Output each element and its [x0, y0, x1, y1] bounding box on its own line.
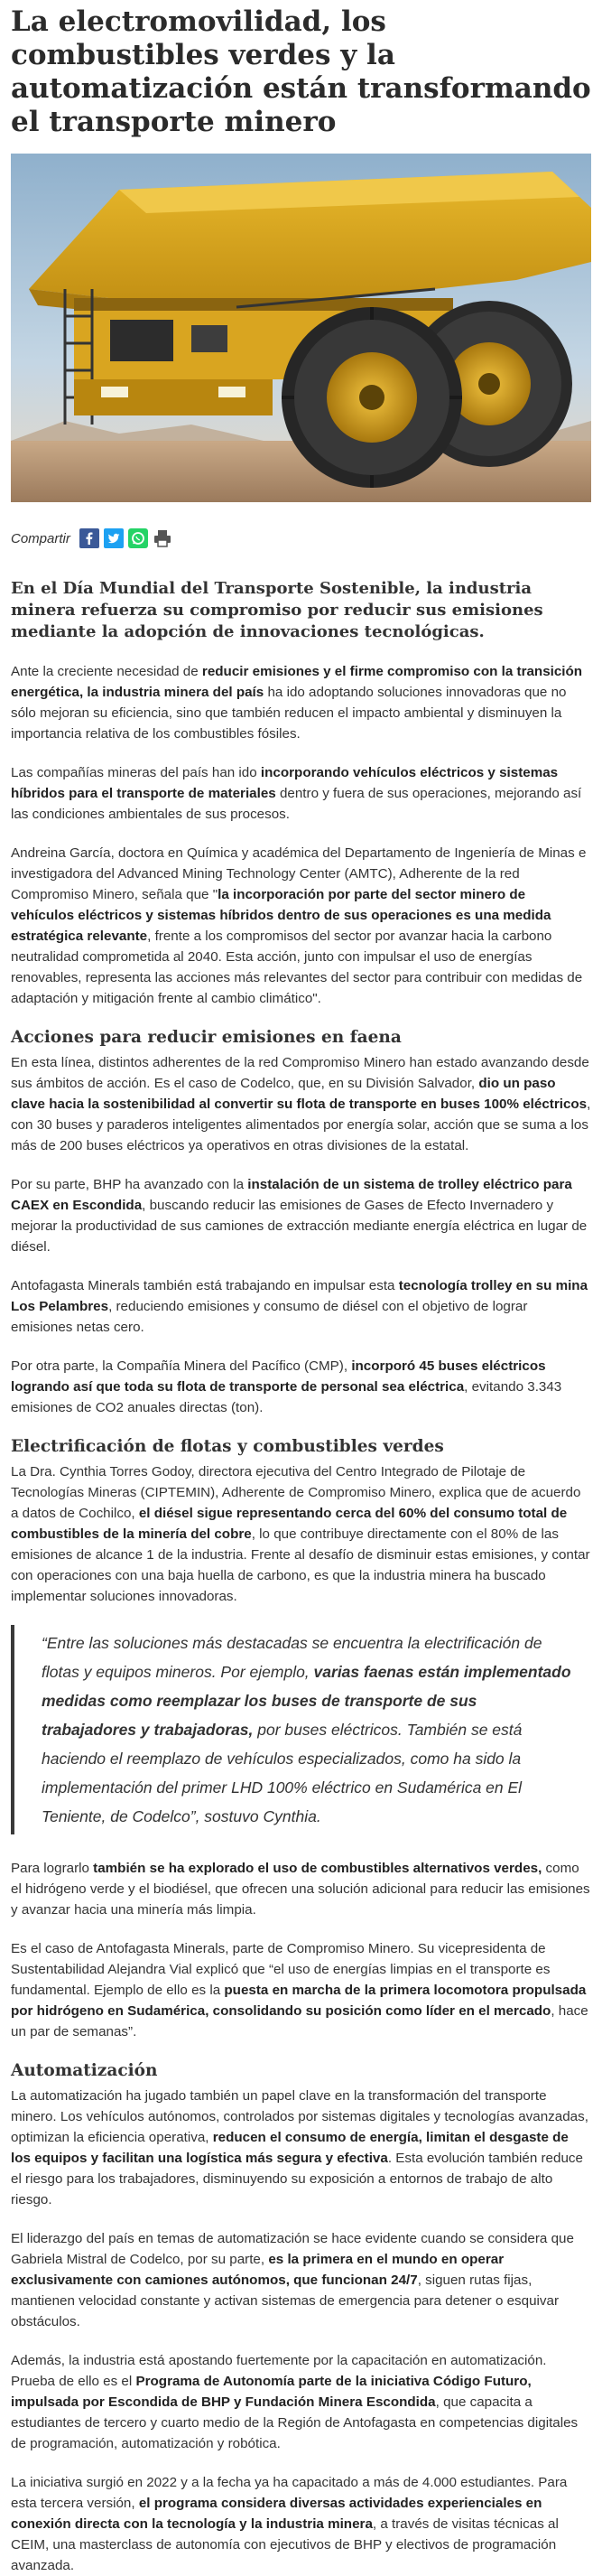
bold-text: incorporó 45 buses eléctricos logrando así que toda su flota de transporte de personal sea eléctrica: [11, 1358, 546, 1395]
paragraph-7: [11, 1356, 591, 1418]
bold-text: reducir emisiones y el firme compromiso con la transición energética, la industria minera del país: [11, 664, 583, 700]
bold-text: instalación de un sistema de trolley eléctrico para CAEX en Escondida: [11, 1177, 572, 1213]
share-label: Compartir: [11, 530, 70, 546]
text-run: Las compañías mineras del país han ido: [11, 765, 261, 780]
article-lead: En el Día Mundial del Transporte Sostenible, la industria minera refuerza su compromiso por reducir sus emisiones mediante la adopción de innovaciones tecnológicas.: [11, 579, 543, 641]
text-run: El liderazgo del país en temas de automatización se hace evidente cuando se considera que Gabriela Mistral de Codelco, por su parte,: [11, 2231, 574, 2267]
mining-truck-illustration: [11, 154, 591, 502]
text-run: Por otra parte, la Compañía Minera del Pacífico (CMP),: [11, 1358, 352, 1374]
bold-text: es la primera en el mundo en operar exclusivamente con camiones autónomos, que funcionan 24/7: [11, 2252, 505, 2288]
text-run: Antofagasta Minerals también está trabajando en impulsar esta: [11, 1278, 399, 1293]
paragraph-9: [11, 1858, 591, 1920]
bold-text: reducen el consumo de energía, limitan el desgaste de los equipos y facilitan una logística más segura y efectiva: [11, 2130, 569, 2166]
text-run: La automatización ha jugado también un papel clave en la transformación del transporte minero. Los vehículos autónomos, controlados por sistemas digitales y tecnologías avanzadas, optimizan la eficiencia operativa,: [11, 2088, 588, 2145]
paragraph-6: [11, 1275, 591, 1338]
bold-text: puesta en marcha de la primera locomotora propulsada por hidrógeno en Sudamérica, consolidando su posición como líder en el mercado: [11, 1983, 587, 2019]
paragraph-4: [11, 1052, 591, 1156]
text-run: , evitando 3.343 emisiones de CO2 anuales directas (ton).: [11, 1379, 562, 1415]
share-bar: [11, 527, 591, 549]
section-heading-acciones: Acciones para reducir emisiones en faena: [11, 1028, 402, 1047]
bold-text: la incorporación por parte del sector minero de vehículos eléctricos y sistemas híbridos dentro de sus operaciones es una medida estratégica relevante: [11, 887, 551, 944]
text-run: , buscando reducir las emisiones de Gases de Efecto Invernadero y mejorar la productividad de sus camiones de extracción mediante energía eléctrica en lugar de diésel.: [11, 1198, 588, 1255]
text-run: Para lograrlo: [11, 1861, 94, 1876]
bold-text: Programa de Autonomía parte de la iniciativa Código Futuro, impulsada por Escondida de BHP y Fundación Minera Escondida: [11, 2374, 532, 2410]
paragraph-5: [11, 1174, 591, 1257]
bold-text: también se ha explorado el uso de combustibles alternativos verdes,: [93, 1861, 542, 1876]
paragraph-3: [11, 843, 591, 1009]
text-run: En esta línea, distintos adherentes de la red Compromiso Minero han estado avanzando desde sus ámbitos de acción. Es el caso de Codelco, que, en su División Salvador,: [11, 1055, 589, 1091]
paragraph-10: [11, 1938, 591, 2042]
text-run: , que capacita a estudiantes de tercero y cuarto medio de la Región de Antofagasta en competencias digitales de programación, automatización y robótica.: [11, 2394, 579, 2451]
whatsapp-icon[interactable]: [128, 528, 148, 548]
text-run: Ante la creciente necesidad de: [11, 664, 202, 679]
text-run: , siguen rutas fijas, mantienen velocidad constante y activan sistemas de emergencia para detener o esquivar obstáculos.: [11, 2273, 560, 2329]
text-run: Además, la industria está apostando fuertemente por la capacitación en automatización. Prueba de ello es el: [11, 2353, 547, 2389]
section-heading-electrificacion: Electrificación de flotas y combustibles verdes: [11, 1437, 444, 1456]
text-run: por buses eléctricos. También se está haciendo el reemplazo de vehículos especializados, como ha sido la implementación del primer LHD 100% eléctrico en Sudamérica en El Teniente, de Codelco”, sostuvo Cynthia.: [42, 1721, 523, 1825]
article-body: [11, 661, 591, 2576]
facebook-icon[interactable]: [79, 528, 99, 548]
text-run: , frente a los compromisos del sector por avanzar hacia la carbono neutralidad comprometida al 2040. Esta acción, junto con impulsar el uso de energías renovables, representa las acciones más relevantes del sector para contribuir con medidas de adaptación y mitigación frente al cambio climático".: [11, 929, 583, 1006]
pull-quote: [11, 1625, 591, 1834]
twitter-icon[interactable]: [104, 528, 124, 548]
hero-image-mining-truck: [11, 154, 591, 502]
bold-text: tecnología trolley en su mina Los Pelambres: [11, 1278, 588, 1314]
bold-text: el diésel sigue representando cerca del 60% del consumo total de combustibles de la minería del cobre: [11, 1506, 568, 1542]
text-run: dentro y fuera de sus operaciones, mejorando así las condiciones ambientales de sus procesos.: [11, 786, 582, 822]
bold-text: el programa considera diversas actividades experienciales en conexión directa con la tecnología y la industria minera: [11, 2496, 542, 2532]
text-run: La Dra. Cynthia Torres Godoy, directora ejecutiva del Centro Integrado de Pilotaje de Tecnologías Mineras (CIPTEMIN), Adherente de Compromiso Minero, explica que de acuerdo a datos de Cochilco,: [11, 1464, 581, 1521]
text-run: como el hidrógeno verde y el biodiésel, que ofrecen una solución adicional para reducir las emisiones y avanzar hacia una minería más limpia.: [11, 1861, 590, 1918]
article-title: La electromovilidad, los combustibles verdes y la automatización están transformando el transporte minero: [11, 5, 591, 138]
bold-text: incorporando vehículos eléctricos y sistemas híbridos para el transporte de materiales: [11, 765, 559, 801]
text-run: . Esta evolución también reduce el riesgo para los trabajadores, disminuyendo su exposición a entornos de trabajo de alto riesgo.: [11, 2151, 583, 2207]
text-run: , a través de visitas técnicas al CEIM, una masterclass de autonomía con ejecutivos de BHP y electivos de programación avanzada.: [11, 2516, 559, 2573]
print-icon[interactable]: [153, 528, 172, 548]
paragraph-1: [11, 661, 591, 744]
bold-text: dio un paso clave hacia la sostenibilidad al convertir su flota de transporte en buses 100% eléctricos: [11, 1076, 588, 1112]
paragraph-12: [11, 2228, 591, 2332]
text-run: , reduciendo emisiones y consumo de diésel con el objetivo de lograr emisiones netas cero.: [11, 1299, 528, 1335]
paragraph-8: [11, 1461, 591, 1607]
section-heading-automatizacion: Automatización: [11, 2061, 158, 2080]
paragraph-11: [11, 2086, 591, 2210]
text-run: Andreina García, doctora en Química y académica del Departamento de Ingeniería de Minas e investigadora del Advanced Mining Technology Center (AMTC), Adherente de la red Compromiso Minero, señala que ": [11, 845, 587, 902]
text-run: , con 30 buses y paraderos inteligentes alimentados por energía solar, acción que se suma a los más de 200 buses eléctricos ya operativos en otras divisiones de la estatal.: [11, 1097, 591, 1153]
text-run: La iniciativa surgió en 2022 y a la fecha ya ha capacitado a más de 4.000 estudiantes. Para esta tercera versión,: [11, 2475, 568, 2511]
text-run: Por su parte, BHP ha avanzado con la: [11, 1177, 248, 1192]
paragraph-13: [11, 2350, 591, 2454]
paragraph-14: [11, 2472, 591, 2576]
text-run: Es el caso de Antofagasta Minerals, parte de Compromiso Minero. Su vicepresidenta de Sustentabilidad Alejandra Vial explicó que “el uso de energías limpias en el transporte es fundamental. Ejemplo de ello es la: [11, 1941, 551, 1998]
bold-text: varias faenas están implementado medidas como reemplazar los buses de transporte de sus trabajadores y trabajadoras,: [42, 1663, 571, 1739]
text-run: , hace un par de semanas”.: [11, 2003, 588, 2039]
paragraph-2: [11, 762, 591, 825]
text-run: “Entre las soluciones más destacadas se encuentra la electrificación de flotas y equipos mineros. Por ejemplo,: [42, 1634, 542, 1681]
text-run: , lo que contribuye directamente con el 80% de las emisiones de alcance 1 de la industria. Frente al desafío de disminuir estas emisiones, y contar con operaciones con una baja huella de carbono, es que la industria minera ha buscado implementar soluciones innovadoras.: [11, 1526, 590, 1604]
text-run: ha ido adoptando soluciones innovadoras que no sólo mejoran su eficiencia, sino que también reducen el impacto ambiental y disminuyen la importancia relativa de los combustibles fósiles.: [11, 685, 567, 742]
